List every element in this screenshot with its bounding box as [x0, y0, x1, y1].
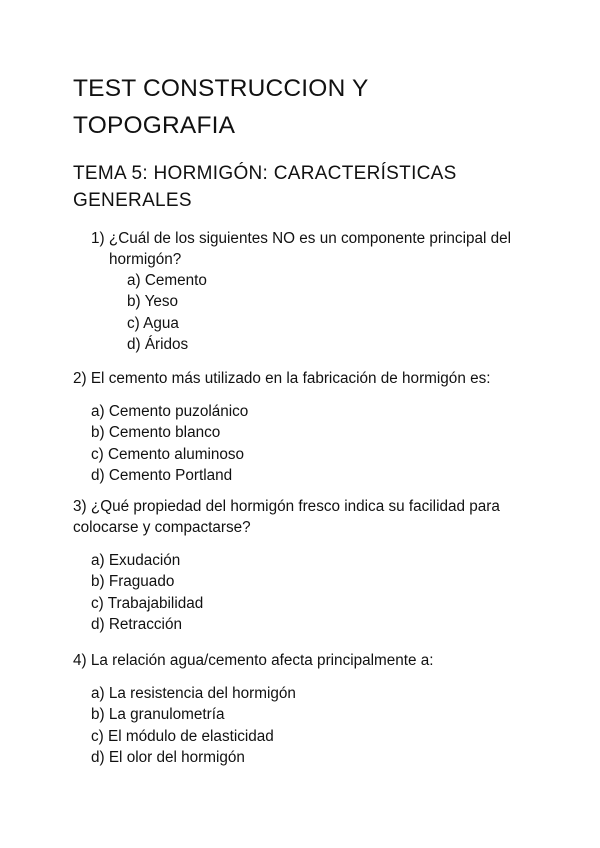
option-d: d) Cemento Portland	[91, 466, 233, 484]
option-a: a) Cemento	[127, 272, 207, 289]
options-list	[91, 683, 543, 768]
question-2	[73, 368, 543, 486]
question-text: 2) El cemento más utilizado en la fabricación de hormigón es:	[73, 370, 491, 387]
question-1	[91, 228, 521, 355]
question-3	[73, 496, 543, 635]
option-d: d) Retracción	[91, 615, 182, 633]
option-d: d) Áridos	[127, 335, 189, 353]
question-4	[73, 650, 543, 768]
option-b: b) Fraguado	[91, 573, 175, 591]
option-b: b) La granulometría	[91, 706, 225, 724]
options-list	[91, 550, 543, 635]
question-text: 3) ¿Qué propiedad del hormigón fresco indica su facilidad para colocarse y compactarse?	[73, 498, 500, 536]
option-c: c) Cemento aluminoso	[91, 445, 245, 463]
option-c: c) Agua	[127, 314, 179, 332]
section-heading: TEMA 5: HORMIGÓN: CARACTERÍSTICAS GENERALES	[73, 163, 457, 211]
question-text: 1) ¿Cuál de los siguientes NO es un componente principal del hormigón?	[91, 230, 512, 268]
option-c: c) El módulo de elasticidad	[91, 727, 274, 745]
option-c: c) Trabajabilidad	[91, 594, 204, 612]
question-text: 4) La relación agua/cemento afecta principalmente a:	[73, 652, 434, 669]
options-list	[127, 270, 521, 355]
options-list	[91, 401, 543, 486]
document-title: TEST CONSTRUCCION Y TOPOGRAFIA	[73, 75, 369, 139]
option-b: b) Yeso	[127, 293, 179, 311]
option-a: a) La resistencia del hormigón	[91, 685, 296, 702]
option-a: a) Cemento puzolánico	[91, 403, 249, 420]
option-d: d) El olor del hormigón	[91, 748, 245, 766]
option-b: b) Cemento blanco	[91, 424, 221, 442]
option-a: a) Exudación	[91, 552, 181, 569]
